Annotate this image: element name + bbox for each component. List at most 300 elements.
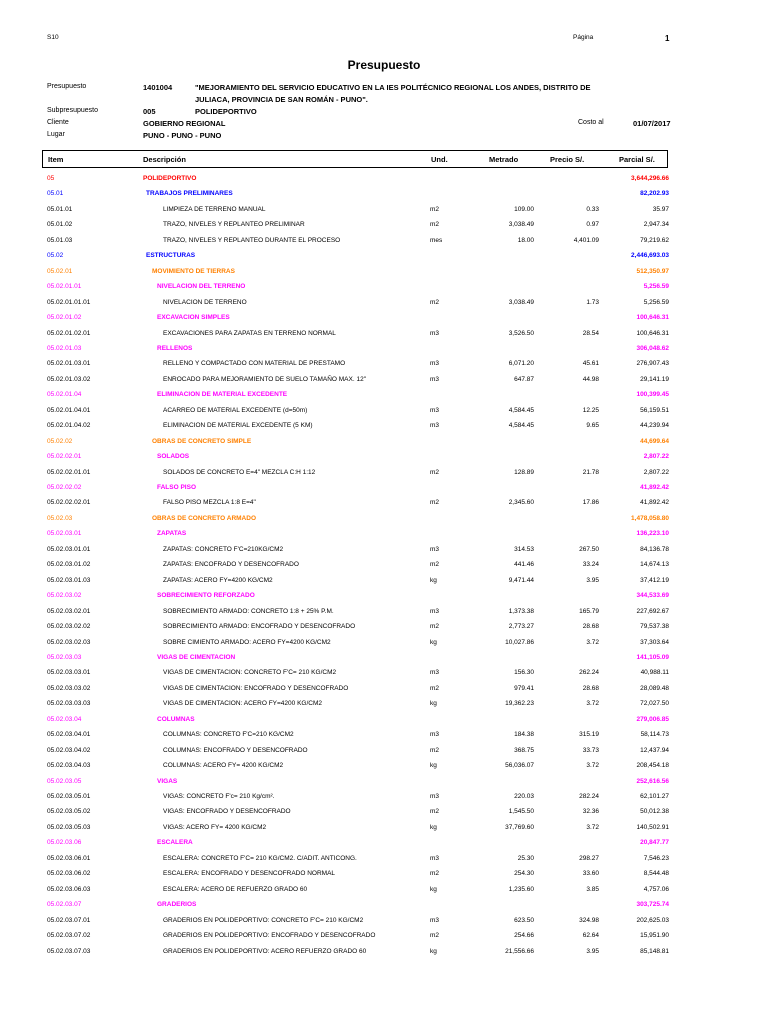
item-precio: 4,401.09 [573,236,599,244]
cliente-value: GOBIERNO REGIONAL [143,119,226,128]
item-precio: 28.68 [582,684,599,692]
item-description: ESCALERA [157,839,193,847]
item-unit: m2 [430,298,440,306]
item-unit: m3 [430,607,440,615]
col-metrado: Metrado [489,155,519,164]
table-row [0,760,768,772]
item-parcial: 82,202.93 [640,190,669,198]
item-parcial: 12,437.94 [640,746,669,754]
table-row [0,297,768,309]
item-description: COLUMNAS: ACERO FY= 4200 KG/CM2 [163,762,284,770]
item-parcial: 100,399.45 [636,391,669,399]
lugar-value: PUNO - PUNO - PUNO [143,131,222,140]
item-unit: m2 [430,623,440,631]
item-unit: kg [430,947,437,955]
item-parcial: 79,537.38 [640,623,669,631]
item-code: 05.02.03.07.01 [47,916,91,924]
item-metrado: 6,071.20 [508,360,534,368]
group-row [0,389,768,401]
item-parcial: 62,101.27 [640,793,669,800]
group-row [0,776,768,788]
item-unit: m3 [430,793,440,800]
item-description: EXCAVACION SIMPLES [157,314,230,322]
item-metrado: 37,769.60 [505,823,534,831]
subpresupuesto-code: 005 [143,107,156,116]
item-code: 05.02.03.05.03 [47,823,91,831]
item-code: 05.02.02.01.01 [47,468,91,476]
item-code: 05.01.02 [47,221,73,229]
group-row [0,652,768,664]
item-precio: 45.61 [582,360,599,368]
item-code: 05.02.03.05.01 [47,793,91,800]
item-parcial: 20,847.77 [640,839,669,847]
item-metrado: 254.66 [514,932,534,940]
item-description: SOLADOS DE CONCRETO E=4" MEZCLA C:H 1:12 [163,468,316,476]
item-metrado: 3,038.49 [508,298,534,306]
item-unit: m3 [430,422,440,430]
costo-date: 01/07/2017 [633,119,671,128]
item-code: 05.02.03.05 [47,777,82,785]
table-row [0,544,768,556]
item-metrado: 109.00 [514,205,534,213]
item-code: 05.02.03.01.01 [47,545,91,553]
table-row [0,683,768,695]
item-unit: m2 [430,746,440,754]
item-description: FALSO PISO MEZCLA 1:8 E=4" [163,499,256,507]
item-precio: 32.36 [582,808,599,816]
item-precio: 62.64 [582,932,599,940]
item-parcial: 2,947.34 [643,221,669,229]
item-description: ENROCADO PARA MEJORAMIENTO DE SUELO TAMAÑO MAX. 12" [163,375,367,383]
item-unit: m2 [430,499,440,507]
item-code: 05.02.03.04.02 [47,746,91,754]
item-description: TRABAJOS PRELIMINARES [146,190,233,198]
item-description: FALSO PISO [157,484,197,491]
item-metrado: 3,038.49 [508,221,534,229]
item-unit: m3 [430,360,440,368]
item-description: ZAPATAS: CONCRETO F'C=210KG/CM2 [163,545,284,553]
item-description: SOBRE CIMIENTO ARMADO: ACERO FY=4200 KG/CM2 [163,638,331,646]
item-unit: kg [430,823,437,831]
group-row [0,312,768,324]
item-parcial: 227,692.67 [636,607,669,615]
item-metrado: 18.00 [517,236,534,244]
item-precio: 262.24 [579,669,599,677]
page-title: Presupuesto [347,58,421,72]
item-parcial: 28,089.48 [640,684,669,692]
item-description: NIVELACION DE TERRENO [163,298,247,306]
item-code: 05.02 [47,252,64,260]
item-code: 05.02.03.07.02 [47,932,91,940]
table-row [0,374,768,386]
item-parcial: 8,544.48 [643,870,669,878]
item-metrado: 441.46 [514,561,534,569]
group-row [0,513,768,525]
table-row [0,497,768,509]
group-row [0,266,768,278]
item-parcial: 41,892.42 [640,499,669,507]
item-metrado: 19,362.23 [505,700,534,708]
item-code: 05.02.03.03.02 [47,684,91,692]
item-description: TRAZO, NIVELES Y REPLANTEO PRELIMINAR [163,221,305,229]
item-description: SOBRECIMIENTO ARMADO: ENCOFRADO Y DESENCOFRADO [163,623,356,631]
item-metrado: 156.30 [514,669,534,677]
table-row [0,868,768,880]
item-precio: 28.54 [582,329,599,337]
item-parcial: 50,012.38 [640,808,669,816]
item-precio: 315.19 [579,731,599,739]
item-unit: m3 [430,545,440,553]
item-precio: 298.27 [579,854,599,862]
table-row [0,559,768,571]
item-description: VIGAS DE CIMENTACION: CONCRETO F'C= 210 KG/CM2 [163,669,337,677]
table-header [42,150,668,168]
item-parcial: 84,136.78 [640,545,669,553]
col-item: Item [48,155,64,164]
item-unit: m2 [430,221,440,229]
table-row [0,806,768,818]
item-description: ESTRUCTURAS [146,252,196,260]
item-code: 05.02.03.07.03 [47,947,91,955]
item-unit: m2 [430,808,440,816]
item-code: 05.02.01.04.02 [47,422,91,430]
item-code: 05.02.03 [47,514,73,522]
item-description: GRADERIOS EN POLIDEPORTIVO: CONCRETO F'C= 210 KG/CM2 [163,916,364,924]
presupuesto-code: 1401004 [143,83,173,92]
item-parcial: 279,006.85 [636,715,669,723]
item-unit: mes [430,236,443,244]
item-parcial: 7,546.23 [643,854,669,862]
item-code: 05.02.02.02.01 [47,499,91,507]
table-row [0,637,768,649]
item-parcial: 1,478,058.80 [631,514,669,522]
item-precio: 3.85 [586,885,599,893]
costo-label: Costo al [578,119,604,126]
table-row [0,745,768,757]
item-precio: 267.50 [579,545,599,553]
item-description: RELLENOS [157,344,193,352]
item-description: SOBRECIMIENTO ARMADO: CONCRETO 1:8 + 25% P.M. [163,607,334,615]
item-code: 05.02.01.01 [47,283,82,291]
item-unit: m3 [430,854,440,862]
item-description: SOBRECIMIENTO REFORZADO [157,592,255,600]
item-description: ACARREO DE MATERIAL EXCEDENTE (d=50m) [163,406,308,414]
item-parcial: 35.97 [652,205,669,213]
group-row [0,343,768,355]
item-description: ESCALERA: ENCOFRADO Y DESENCOFRADO NORMAL [163,870,336,878]
item-description: RELLENO Y COMPACTADO CON MATERIAL DE PRESTAMO [163,360,346,368]
page-number: 1 [665,34,670,43]
item-code: 05.02.03.01.03 [47,576,91,584]
subpresupuesto-name: POLIDEPORTIVO [195,107,257,116]
item-description: ELIMINACION DE MATERIAL EXCEDENTE (5 KM) [163,422,313,430]
item-description: COLUMNAS: CONCRETO F'C=210 KG/CM2 [163,731,294,739]
item-description: OBRAS DE CONCRETO SIMPLE [152,437,252,445]
group-row [0,899,768,911]
item-code: 05.02.01.04 [47,391,82,399]
item-description: ELIMINACION DE MATERIAL EXCEDENTE [157,391,288,399]
item-description: EXCAVACIONES PARA ZAPATAS EN TERRENO NORMAL [163,329,336,337]
item-precio: 3.72 [586,638,599,646]
item-description: LIMPIEZA DE TERRENO MANUAL [163,205,266,213]
item-code: 05.02.03.02.02 [47,623,91,631]
item-metrado: 9,471.44 [508,576,534,584]
group-row [0,714,768,726]
item-parcial: 3,644,296.66 [631,175,669,182]
item-description: COLUMNAS [157,715,195,723]
item-precio: 28.68 [582,623,599,631]
item-metrado: 979.41 [514,684,534,692]
subpresupuesto-label: Subpresupuesto [47,107,98,114]
item-description: ESCALERA: CONCRETO F'C= 210 KG/CM2. C/ADIT. ANTICONG. [163,854,357,862]
item-description: NIVELACION DEL TERRENO [157,283,246,291]
item-unit: m2 [430,684,440,692]
item-metrado: 220.03 [514,793,534,800]
item-description: COLUMNAS: ENCOFRADO Y DESENCOFRADO [163,746,308,754]
item-parcial: 140,502.91 [636,823,669,831]
item-description: TRAZO, NIVELES Y REPLANTEO DURANTE EL PROCESO [163,236,341,244]
table-row [0,235,768,247]
item-parcial: 100,646.31 [636,329,669,337]
item-parcial: 58,114.73 [640,731,669,739]
table-row [0,328,768,340]
table-row [0,729,768,741]
table-row [0,791,768,803]
item-unit: m3 [430,406,440,414]
table-row [0,420,768,432]
item-unit: kg [430,762,437,770]
item-parcial: 37,412.19 [640,576,669,584]
item-parcial: 79,219.62 [640,236,669,244]
item-code: 05.02.01.02.01 [47,329,91,337]
item-code: 05.02.03.04.03 [47,762,91,770]
item-description: MOVIMIENTO DE TIERRAS [152,267,235,275]
item-metrado: 1,235.60 [508,885,534,893]
item-unit: kg [430,885,437,893]
item-code: 05.02.01.03.02 [47,375,91,383]
item-unit: m2 [430,932,440,940]
item-code: 05.02.03.02 [47,592,82,600]
item-metrado: 254.30 [514,870,534,878]
item-code: 05.02.03.04 [47,715,82,723]
item-description: ZAPATAS: ACERO FY=4200 KG/CM2 [163,576,273,584]
item-precio: 3.95 [586,947,599,955]
report-code: S10 [47,34,59,41]
item-code: 05.01.03 [47,236,73,244]
item-parcial: 72,027.50 [640,700,669,708]
item-precio: 21.78 [582,468,599,476]
group-row [0,188,768,200]
table-row [0,405,768,417]
item-code: 05.02.03.03.01 [47,669,91,677]
table-row [0,698,768,710]
item-description: GRADERIOS EN POLIDEPORTIVO: ENCOFRADO Y DESENCOFRADO [163,932,376,940]
item-code: 05.02.03.02.01 [47,607,91,615]
item-code: 05.02.03.06.03 [47,885,91,893]
item-precio: 0.33 [586,205,599,213]
item-parcial: 41,892.42 [640,484,669,491]
table-row [0,467,768,479]
item-parcial: 56,159.51 [640,406,669,414]
item-code: 05.02.01.02 [47,314,82,322]
item-parcial: 2,807.22 [643,468,669,476]
item-code: 05.02.03.07 [47,901,82,909]
presupuesto-label: Presupuesto [47,83,87,90]
item-description: ZAPATAS [157,530,187,538]
item-unit: m3 [430,669,440,677]
item-parcial: 5,256.59 [643,298,669,306]
item-parcial: 202,625.03 [636,916,669,924]
item-precio: 324.98 [579,916,599,924]
item-parcial: 136,223.10 [636,530,669,538]
item-precio: 282.24 [579,793,599,800]
item-parcial: 252,616.56 [636,777,669,785]
item-precio: 165.79 [579,607,599,615]
item-code: 05.02.03.04.01 [47,731,91,739]
item-metrado: 25.30 [517,854,534,862]
col-und: Und. [431,155,448,164]
item-code: 05.02.03.03.03 [47,700,91,708]
group-row [0,482,768,494]
item-description: VIGAS DE CIMENTACION [157,653,236,661]
page-label: Página [573,34,594,41]
item-description: OBRAS DE CONCRETO ARMADO [152,514,257,522]
item-unit: m3 [430,375,440,383]
item-unit: kg [430,638,437,646]
group-row [0,590,768,602]
item-code: 05.02.01.01.01 [47,298,91,306]
item-parcial: 512,350.97 [636,267,669,275]
item-parcial: 276,907.43 [636,360,669,368]
group-row [0,451,768,463]
item-metrado: 4,584.45 [508,422,534,430]
item-parcial: 37,303.64 [640,638,669,646]
item-precio: 33.24 [582,561,599,569]
item-precio: 3.72 [586,823,599,831]
table-row [0,915,768,927]
item-metrado: 21,556.66 [505,947,534,955]
item-parcial: 208,454.18 [636,762,669,770]
item-description: VIGAS [157,777,178,785]
table-row [0,606,768,618]
item-precio: 0.97 [586,221,599,229]
item-description: ZAPATAS: ENCOFRADO Y DESENCOFRADO [163,561,299,569]
item-description: VIGAS DE CIMENTACION: ACERO FY=4200 KG/CM2 [163,700,322,708]
item-description: ESCALERA: ACERO DE REFUERZO GRADO 60 [163,885,308,893]
item-precio: 3.95 [586,576,599,584]
item-code: 05.02.03.06 [47,839,82,847]
table-row [0,358,768,370]
table-row [0,621,768,633]
item-metrado: 1,545.50 [508,808,534,816]
item-metrado: 368.75 [514,746,534,754]
item-parcial: 303,725.74 [636,901,669,909]
item-metrado: 2,773.27 [508,623,534,631]
group-row [0,436,768,448]
item-metrado: 4,584.45 [508,406,534,414]
col-descripcion: Descripción [143,155,186,164]
item-code: 05.02.01.04.01 [47,406,91,414]
item-description: GRADERIOS [157,901,197,909]
table-row [0,853,768,865]
item-code: 05.02.01.03.01 [47,360,91,368]
item-code: 05.02.02 [47,437,73,445]
item-code: 05.02.03.06.01 [47,854,91,862]
item-precio: 9.65 [586,422,599,430]
item-code: 05 [47,175,55,182]
group-row [0,173,768,185]
item-code: 05.02.03.02.03 [47,638,91,646]
presupuesto-desc-line2: JULIACA, PROVINCIA DE SAN ROMÁN - PUNO". [195,95,368,104]
presupuesto-desc-line1: "MEJORAMIENTO DEL SERVICIO EDUCATIVO EN LA IES POLITÉCNICO REGIONAL LOS ANDES, DISTRITO DE [195,83,591,92]
table-row [0,884,768,896]
item-unit: kg [430,700,437,708]
item-parcial: 4,757.06 [643,885,669,893]
table-row [0,930,768,942]
item-precio: 33.73 [582,746,599,754]
table-row [0,667,768,679]
item-parcial: 29,141.19 [640,375,669,383]
item-parcial: 14,674.13 [640,561,669,569]
item-metrado: 128.89 [514,468,534,476]
item-description: VIGAS: CONCRETO F'c= 210 Kg/cm². [163,793,275,800]
item-precio: 3.72 [586,700,599,708]
lugar-label: Lugar [47,131,65,138]
item-code: 05.02.02.01 [47,453,82,461]
group-row [0,281,768,293]
item-code: 05.01.01 [47,205,73,213]
item-precio: 33.60 [582,870,599,878]
item-parcial: 44,239.94 [640,422,669,430]
item-precio: 3.72 [586,762,599,770]
item-metrado: 2,345.60 [508,499,534,507]
item-parcial: 2,807.22 [643,453,669,461]
item-code: 05.01 [47,190,64,198]
item-parcial: 306,048.62 [636,344,669,352]
item-unit: m3 [430,916,440,924]
item-unit: m3 [430,731,440,739]
col-parcial: Parcial S/. [619,155,655,164]
item-description: POLIDEPORTIVO [143,175,197,182]
item-metrado: 1,373.38 [508,607,534,615]
item-unit: m2 [430,561,440,569]
item-precio: 44.98 [582,375,599,383]
item-code: 05.02.02.02 [47,484,82,491]
item-metrado: 184.38 [514,731,534,739]
item-code: 05.02.01.03 [47,344,82,352]
item-code: 05.02.03.05.02 [47,808,91,816]
item-parcial: 15,951.90 [640,932,669,940]
item-metrado: 623.50 [514,916,534,924]
item-code: 05.02.03.01 [47,530,82,538]
item-parcial: 85,148.81 [640,947,669,955]
item-parcial: 2,446,693.03 [631,252,669,260]
table-row [0,822,768,834]
item-code: 05.02.03.01.02 [47,561,91,569]
item-parcial: 100,646.31 [636,314,669,322]
item-code: 05.02.03.06.02 [47,870,91,878]
item-unit: m3 [430,329,440,337]
item-metrado: 10,027.86 [505,638,534,646]
item-parcial: 5,256.59 [643,283,669,291]
item-unit: m2 [430,870,440,878]
item-description: VIGAS: ACERO FY= 4200 KG/CM2 [163,823,267,831]
item-unit: kg [430,576,437,584]
item-unit: m2 [430,468,440,476]
table-row [0,219,768,231]
item-metrado: 3,526.50 [508,329,534,337]
col-precio: Precio S/. [550,155,585,164]
